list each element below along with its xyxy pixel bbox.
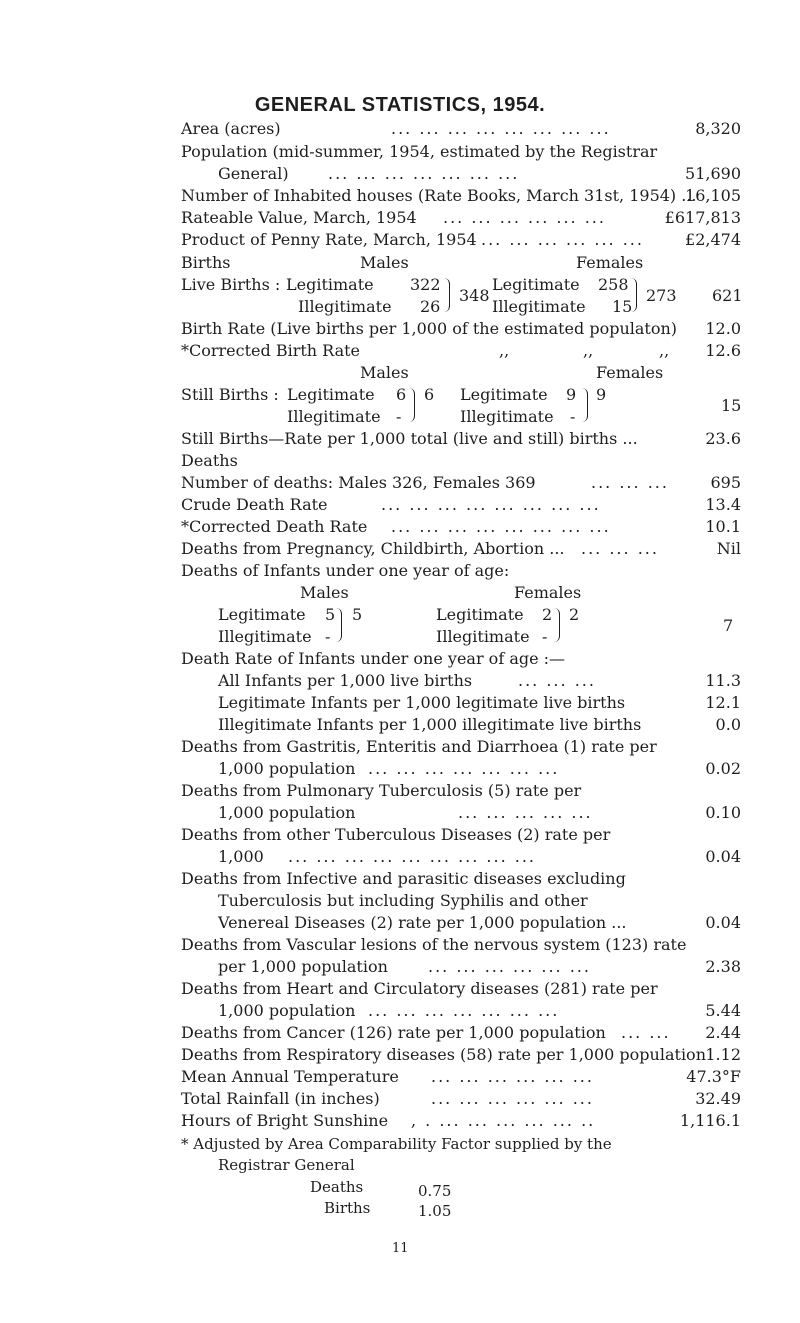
stat-row-crude-death-rate [181, 494, 741, 516]
value: 15 [612, 297, 633, 316]
cause-gastritis [181, 736, 741, 758]
brace [409, 388, 415, 422]
value: 9 [566, 385, 577, 404]
stat-row-all-infants [218, 670, 741, 692]
value: - [325, 627, 331, 646]
stat-value: 13.4 [705, 495, 741, 514]
brace [582, 388, 588, 422]
footnote-births-label: Births [324, 1199, 371, 1217]
stat-label: 1,000 [218, 847, 264, 866]
label: Illegitimate [218, 627, 312, 646]
stat-label: Still Births—Rate per 1,000 total (live and still) births ... [181, 429, 638, 448]
stat-value: 11.3 [705, 671, 741, 690]
stat-value: 32.49 [695, 1089, 741, 1108]
stat-value: 47.3°F [686, 1067, 741, 1086]
label: Legitimate [287, 385, 375, 404]
stat-label: Hours of Bright Sunshine [181, 1111, 389, 1130]
leader-dots: ... ... ... ... ... ... ... ... ... [288, 847, 537, 866]
stat-value: 0.02 [705, 759, 741, 778]
males-label: Males [360, 363, 409, 382]
stat-row-population-cont [218, 163, 741, 185]
stat-row-temperature [181, 1066, 741, 1088]
stat-label: 1,000 population [218, 1001, 356, 1020]
cause-pulmonary-tb-cont [218, 802, 741, 824]
page-title: GENERAL STATISTICS, 1954. [254, 94, 546, 116]
value: 322 [410, 275, 441, 294]
infant-rate-heading: Death Rate of Infants under one year of age :— [181, 649, 566, 668]
brace [554, 608, 560, 642]
total-value: 5 [352, 605, 363, 624]
value: 5 [325, 605, 336, 624]
females-label: Females [514, 583, 582, 602]
stat-value: £617,813 [664, 208, 741, 227]
stat-row-rainfall [181, 1088, 741, 1110]
stat-label: *Corrected Birth Rate [181, 341, 361, 360]
leader-dots: ... ... ... ... ... ... ... [328, 164, 520, 183]
cause-infective-cont2 [218, 912, 741, 934]
leader-dots: ... ... ... ... ... ... ... [368, 759, 560, 778]
value: - [396, 407, 402, 426]
stat-label: Number of deaths: Males 326, Females 369 [181, 473, 536, 492]
stat-label: Product of Penny Rate, March, 1954 [181, 230, 477, 249]
males-label: Males [300, 583, 349, 602]
footnote-line-2: Registrar General [218, 1156, 355, 1174]
stat-label: Deaths from other Tuberculous Diseases (2) rate per [181, 825, 611, 844]
stat-row-legit-infants [218, 692, 741, 714]
stat-label: *Corrected Death Rate [181, 517, 368, 536]
label: Legitimate [436, 605, 524, 624]
females-label: Females [576, 253, 644, 272]
leader-dots: ... ... ... [591, 473, 669, 492]
stat-value: 621 [712, 286, 743, 305]
live-births-label: Live Births : [181, 275, 281, 294]
stat-row-houses [181, 185, 741, 207]
total-value: 348 [459, 286, 490, 305]
stat-value: 12.1 [705, 693, 741, 712]
stat-value: 5.44 [705, 1001, 741, 1020]
brace [444, 278, 450, 312]
stat-label: Illegitimate Infants per 1,000 illegitimate live births [218, 715, 642, 734]
stat-value: 2.38 [705, 957, 741, 976]
stat-label: Tuberculosis but including Syphilis and other [218, 891, 588, 910]
footnote-deaths-label: Deaths [310, 1178, 364, 1196]
stat-label: Birth Rate (Live births per 1,000 of the estimated populaton) [181, 319, 678, 338]
stat-value: 16,105 [685, 186, 741, 205]
footnote-births-value: 1.05 [418, 1202, 452, 1220]
births-heading: Births [181, 253, 231, 272]
stat-value: 7 [723, 616, 734, 635]
value: 2 [542, 605, 553, 624]
stat-value: 23.6 [705, 429, 741, 448]
cause-other-tb [181, 824, 741, 846]
stat-label: Rateable Value, March, 1954 [181, 208, 417, 227]
leader-dots: , . ... ... ... ... ... .. [411, 1111, 596, 1130]
label: Legitimate [286, 275, 374, 294]
stat-value: 0.04 [705, 913, 741, 932]
cause-pulmonary-tb [181, 780, 741, 802]
cause-other-tb-cont [218, 846, 741, 868]
label: Illegitimate [287, 407, 381, 426]
stat-label: Deaths from Vascular lesions of the nervous system (123) rate [181, 935, 687, 954]
stat-value: £2,474 [685, 230, 741, 249]
stat-label: All Infants per 1,000 live births [218, 671, 473, 690]
stat-row-area [181, 118, 741, 140]
stat-value: 695 [710, 473, 741, 492]
females-label: Females [596, 363, 664, 382]
stat-value: 8,320 [695, 119, 741, 138]
stat-label: Venereal Diseases (2) rate per 1,000 population ... [218, 913, 627, 932]
leader-dots: ... ... ... ... ... ... [481, 230, 644, 249]
stat-label: 1,000 population [218, 803, 356, 822]
label: Legitimate [218, 605, 306, 624]
stat-label: Deaths from Cancer (126) rate per 1,000 population [181, 1023, 606, 1042]
footnote-line-1: * Adjusted by Area Comparability Factor supplied by the [181, 1135, 612, 1153]
value: - [542, 627, 548, 646]
total-value: 2 [569, 605, 580, 624]
still-births-label: Still Births : [181, 385, 279, 404]
ditto-mark: ,, [659, 341, 670, 360]
stat-label: Deaths from Pulmonary Tuberculosis (5) rate per [181, 781, 582, 800]
stat-label: Mean Annual Temperature [181, 1067, 399, 1086]
leader-dots: ... ... ... ... ... ... ... [368, 1001, 560, 1020]
stat-row-rateable [181, 207, 741, 229]
value: - [570, 407, 576, 426]
brace [631, 278, 637, 312]
total-value: 6 [424, 385, 435, 404]
label: Illegitimate [436, 627, 530, 646]
infant-deaths-heading: Deaths of Infants under one year of age: [181, 561, 510, 580]
deaths-heading: Deaths [181, 451, 238, 470]
stat-value: 51,690 [685, 164, 741, 183]
stat-value: 0.04 [705, 847, 741, 866]
stat-label: Deaths from Gastritis, Enteritis and Diarrhoea (1) rate per [181, 737, 657, 756]
ditto-mark: ,, [499, 341, 510, 360]
stat-label: Number of Inhabited houses (Rate Books, March 31st, 1954) ... [181, 186, 697, 205]
total-value: 9 [596, 385, 607, 404]
stat-label: 1,000 population [218, 759, 356, 778]
brace [336, 608, 342, 642]
stat-label: Deaths from Infective and parasitic diseases excluding [181, 869, 626, 888]
stat-value: 12.0 [705, 319, 741, 338]
stat-value: 1.12 [705, 1045, 741, 1064]
cause-gastritis-cont [218, 758, 741, 780]
stat-label: Area (acres) [181, 119, 281, 138]
label: Illegitimate [298, 297, 392, 316]
stat-value: Nil [716, 539, 741, 558]
cause-infective [181, 868, 741, 890]
leader-dots: ... ... ... [581, 539, 659, 558]
stat-value: 0.10 [705, 803, 741, 822]
leader-dots: ... ... ... ... ... ... ... ... [381, 495, 601, 514]
cause-heart [181, 978, 741, 1000]
stat-label: Legitimate Infants per 1,000 legitimate live births [218, 693, 626, 712]
leader-dots: ... ... ... [518, 671, 596, 690]
value: 258 [598, 275, 629, 294]
stat-label: Deaths from Pregnancy, Childbirth, Abortion ... [181, 539, 565, 558]
stat-value: 2.44 [705, 1023, 741, 1042]
males-label: Males [360, 253, 409, 272]
label: Illegitimate [460, 407, 554, 426]
value: 26 [420, 297, 441, 316]
stat-row-illegit-infants [218, 714, 741, 736]
stat-label: Total Rainfall (in inches) [181, 1089, 380, 1108]
leader-dots: ... ... ... ... ... ... ... ... [391, 119, 611, 138]
cause-vascular [181, 934, 741, 956]
stat-row-cancer [181, 1022, 741, 1044]
stat-row-pregnancy-deaths [181, 538, 741, 560]
stat-row-still-rate [181, 428, 741, 450]
leader-dots: ... ... ... ... ... [458, 803, 593, 822]
stat-row-corrected-death-rate [181, 516, 741, 538]
stat-label: Deaths from Respiratory diseases (58) rate per 1,000 population [181, 1045, 706, 1064]
leader-dots: ... ... ... ... ... ... [431, 1089, 594, 1108]
leader-dots: ... ... ... ... ... ... ... ... [391, 517, 611, 536]
page-number: 11 [392, 1241, 409, 1256]
stat-value: 15 [721, 396, 742, 415]
cause-vascular-cont [218, 956, 741, 978]
leader-dots: ... ... ... ... ... ... [443, 208, 606, 227]
value: 6 [396, 385, 407, 404]
footnote-deaths-value: 0.75 [418, 1182, 452, 1200]
stat-row-sunshine [181, 1110, 741, 1132]
stat-label: Deaths from Heart and Circulatory diseases (281) rate per [181, 979, 658, 998]
stat-row-corrected-birth-rate [181, 340, 741, 362]
leader-dots: ... ... ... ... ... ... [428, 957, 591, 976]
stat-value: 1,116.1 [679, 1111, 741, 1130]
stat-label: Crude Death Rate [181, 495, 328, 514]
ditto-mark: ,, [583, 341, 594, 360]
stat-row-number-of-deaths [181, 472, 741, 494]
stat-label: per 1,000 population [218, 957, 388, 976]
stat-value: 10.1 [705, 517, 741, 536]
label: Illegitimate [492, 297, 586, 316]
leader-dots: ... ... ... ... ... ... [431, 1067, 594, 1086]
label: Legitimate [460, 385, 548, 404]
leader-dots: ... ... [621, 1023, 671, 1042]
cause-heart-cont [218, 1000, 741, 1022]
stat-label: Population (mid-summer, 1954, estimated by the Registrar [181, 142, 658, 161]
stat-row-respiratory [181, 1044, 741, 1066]
stat-value: 12.6 [705, 341, 741, 360]
stat-label: General) [218, 164, 289, 183]
label: Legitimate [492, 275, 580, 294]
stat-value: 0.0 [715, 715, 741, 734]
stat-row-population [181, 141, 741, 163]
stat-row-birth-rate [181, 318, 741, 340]
stat-row-penny-rate [181, 229, 741, 251]
total-value: 273 [646, 286, 677, 305]
cause-infective-cont [218, 890, 741, 912]
